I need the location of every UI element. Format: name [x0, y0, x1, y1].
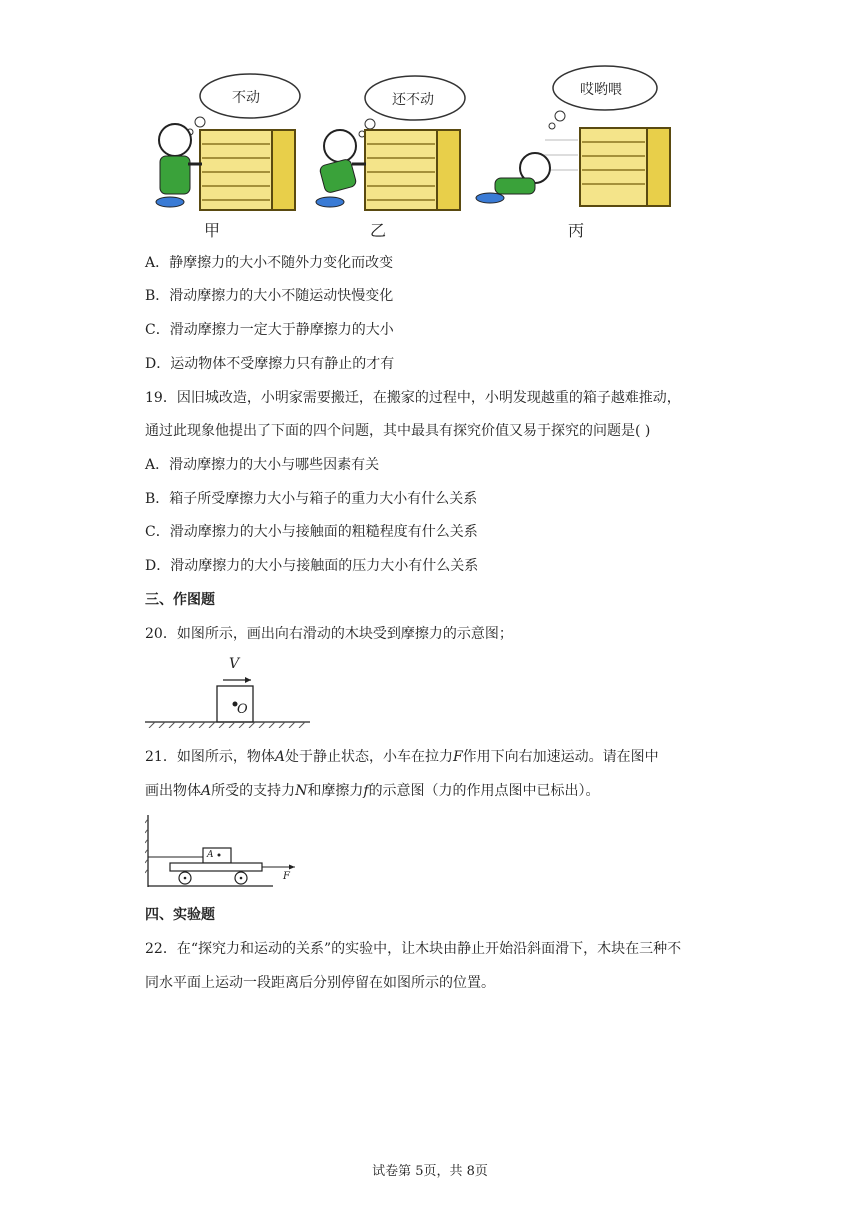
bubble-text-1: 不动: [232, 90, 260, 106]
caption-bing: 丙: [568, 221, 585, 240]
section-heading-experiment: 四、实验题: [145, 907, 215, 923]
cart-diagram: [145, 815, 300, 890]
bubble-text-2: 还不动: [392, 92, 434, 108]
q21-text: 21．如图所示，物体: [145, 749, 275, 765]
point-o-label: O: [237, 702, 248, 717]
q18-option-b: B．滑动摩擦力的大小不随运动快慢变化: [145, 288, 394, 304]
cart-body: [170, 863, 262, 871]
q19-stem-line1: 19．因旧城改造，小明家需要搬迁，在搬家的过程中，小明发现越重的箱子越难推动，: [145, 390, 681, 406]
q21-text: 画出物体: [145, 783, 201, 799]
q21-text: 的示意图（力的作用点图中已标出）。: [368, 783, 600, 799]
kid-head-1: [159, 124, 191, 156]
q22-stem-line1: 22．在“探究力和运动的关系”的实验中，让木块由静止开始沿斜面滑下，木块在三种不: [145, 941, 682, 957]
q21-text: 作用下向右加速运动。请在图中: [462, 749, 659, 765]
q22-stem-line2: 同水平面上运动一段距离后分别停留在如图所示的位置。: [145, 975, 495, 991]
bubble-text-3: 哎哟喂: [580, 82, 622, 98]
var-n: N: [295, 783, 308, 799]
kid-head-2: [324, 130, 356, 162]
q19-option-a: A．滑动摩擦力的大小与哪些因素有关: [145, 457, 380, 473]
caption-yi: 乙: [370, 221, 387, 240]
var-f-friction: f: [363, 783, 369, 799]
q20-stem: 20．如图所示，画出向右滑动的木块受到摩擦力的示意图；: [145, 626, 513, 642]
force-f-label: F: [283, 871, 290, 882]
q19-option-d: D．滑动摩擦力的大小与接触面的压力大小有什么关系: [145, 558, 479, 574]
q21-figure: [145, 815, 300, 890]
q18-option-d: D．运动物体不受摩擦力只有静止的才有: [145, 356, 395, 372]
var-a: A: [274, 749, 285, 765]
q19-option-c: C．滑动摩擦力的大小与接触面的粗糙程度有什么关系: [145, 524, 478, 540]
q18-option-c: C．滑动摩擦力一定大于静摩擦力的大小: [145, 322, 394, 338]
q18-option-a: A．静摩擦力的大小不随外力变化而改变: [145, 255, 394, 271]
q21-text: 处于静止状态，小车在拉力: [284, 749, 453, 765]
q21-text: 和摩擦力: [307, 783, 364, 799]
q20-figure: [145, 658, 315, 728]
q21-text: 所受的支持力: [211, 783, 296, 799]
q21-stem-line2: [145, 781, 600, 801]
var-a: A: [201, 783, 212, 799]
object-a-label: A: [207, 850, 214, 860]
var-f-force: F: [452, 749, 463, 765]
page-footer: 试卷第 5页，共 8页: [372, 1164, 488, 1179]
velocity-label: V: [229, 656, 240, 672]
section-heading-drawing: 三、作图题: [145, 592, 215, 608]
q19-option-b: B．箱子所受摩擦力大小与箱子的重力大小有什么关系: [145, 491, 478, 507]
q21-stem-line1: [145, 747, 659, 767]
cartoon-figure: [140, 60, 680, 240]
q19-stem-line2: 通过此现象他提出了下面的四个问题，其中最具有探究价值又易于探究的问题是( ): [145, 423, 651, 439]
caption-jia: 甲: [204, 221, 221, 240]
